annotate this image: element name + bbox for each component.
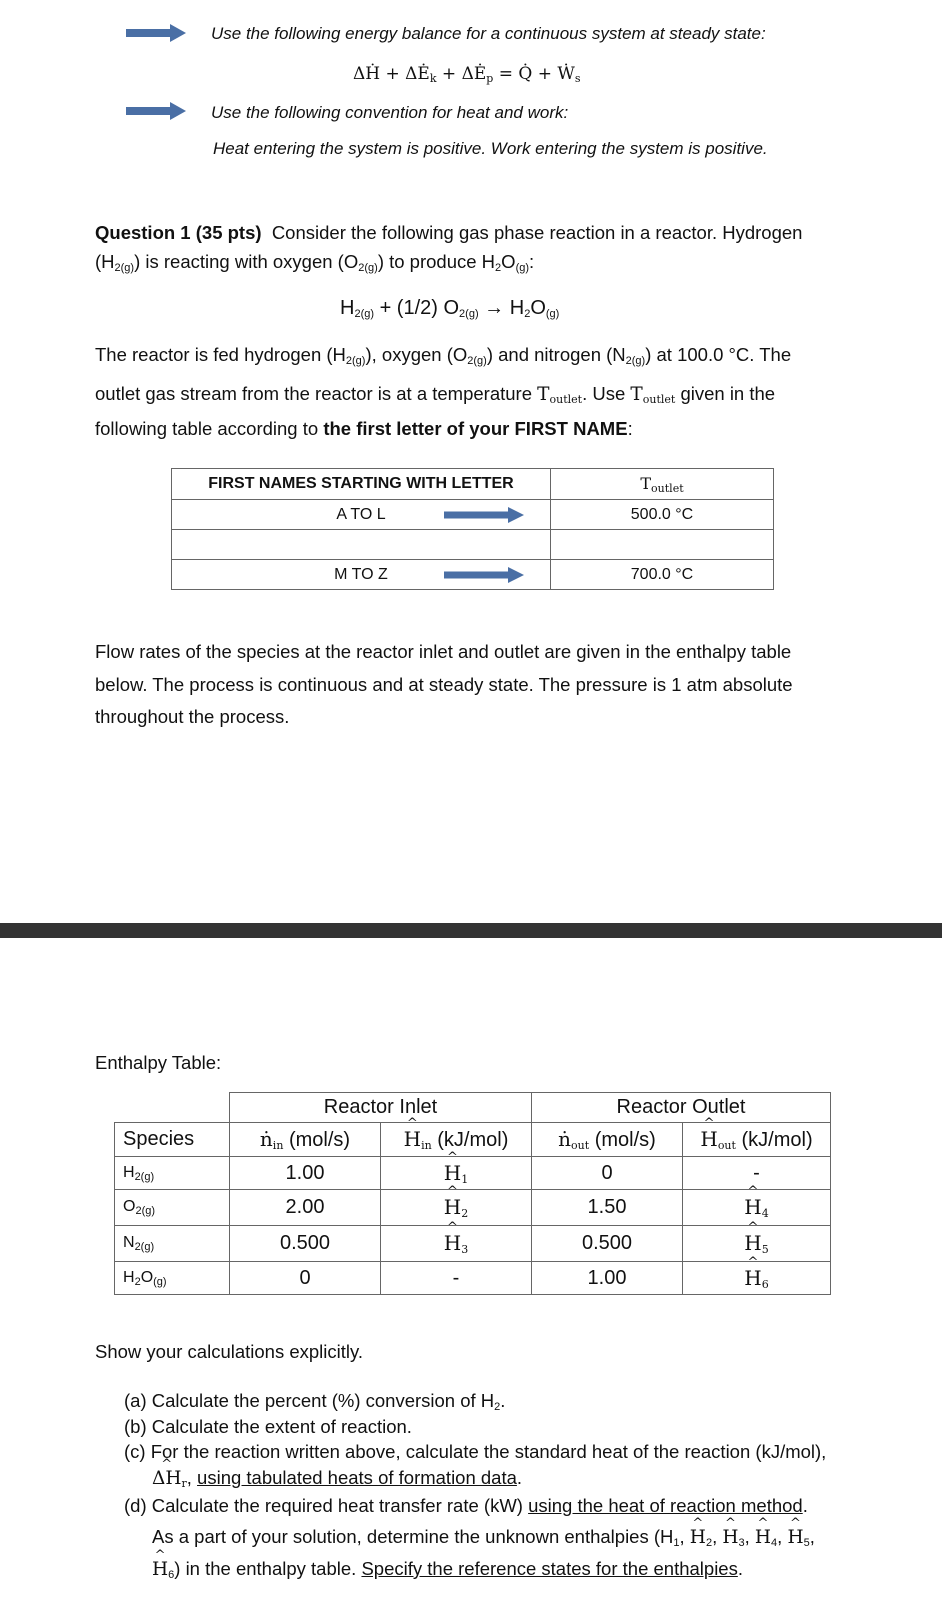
tout-m-z: 700.0 °C (551, 560, 774, 590)
hin-cell: - (381, 1262, 532, 1295)
tout-a-l: 500.0 °C (551, 500, 774, 530)
task-b: (b) Calculate the extent of reaction. (124, 1416, 412, 1437)
blank-cell (115, 1093, 230, 1123)
hout-cell: ^ $H_5$ (683, 1226, 831, 1262)
name-table-header-right: $T_{outlet}$ (551, 469, 774, 500)
table-row (115, 1262, 831, 1295)
species-cell: $O_{2(g)}$ (115, 1190, 230, 1226)
feed-text-line3: following table according to the first letter of your FIRST NAME: (95, 418, 633, 439)
name-range-m-z: M TO Z (172, 560, 551, 590)
arrow-icon (126, 24, 186, 42)
name-table-header-left: FIRST NAMES STARTING WITH LETTER (172, 469, 551, 500)
show-calculations: Show your calculations explicitly. (95, 1341, 364, 1362)
arrow-icon (444, 567, 524, 583)
nin-cell: 0.500 (230, 1226, 381, 1262)
flow-text-line1: Flow rates of the species at the reactor inlet and outlet are given in the enthalpy table (95, 641, 792, 662)
arrow-icon (126, 102, 186, 120)
question-intro-line2: $(H_{2(g)})$ is reacting with oxygen $(O_{2(g)})$ to produce $H_2O_{(g)}$: (95, 251, 535, 274)
nin-header: ṅ$_{in}$ (mol/s) (230, 1123, 381, 1157)
species-cell: $H_{2(g)}$ (115, 1157, 230, 1190)
convention-detail: Heat entering the system is positive. Work entering the system is positive. (213, 139, 768, 158)
nin-cell: 1.00 (230, 1157, 381, 1190)
feed-text-line1: The reactor is fed hydrogen $(H_{2(g)})$, oxygen $(O_{2(g)})$ and nitrogen $(N_{2(g)})$ at 100.0 °C. The (95, 344, 792, 367)
name-range-a-l: A TO L (172, 500, 551, 530)
table-row (115, 1226, 831, 1262)
feed-text-line2: outlet gas stream from the reactor is at a temperature $T_{outlet}$. Use $T_{outlet}$ given in the (95, 383, 776, 406)
table-row (115, 1190, 831, 1226)
hin-cell: ^ $H_2$ (381, 1190, 532, 1226)
energy-balance-equation: ΔḢ + $\Delta Ė_k$ + $\Delta Ė_p$ = Q̇ + Ẇ$_s$ (353, 64, 581, 85)
nout-cell: 0.500 (532, 1226, 683, 1262)
hout-cell: ^ $H_4$ (683, 1190, 831, 1226)
convention-instruction: Use the following convention for heat and work: (211, 103, 569, 122)
enthalpy-table (114, 1092, 831, 1295)
reactor-inlet-header: Reactor Inlet (230, 1093, 532, 1123)
nin-cell: 0 (230, 1262, 381, 1295)
flow-text-line2: below. The process is continuous and at steady state. The pressure is 1 atm absolute (95, 674, 793, 695)
question-intro-line1: Question 1 (35 pts) Consider the following gas phase reaction in a reactor. Hydrogen (95, 222, 803, 243)
task-d-line1: (d) Calculate the required heat transfer rate (kW) using the heat of reaction method. (124, 1495, 808, 1516)
species-cell: $H_2O_{(g)}$ (115, 1262, 230, 1295)
reaction-equation: $H_{2(g)} + (1/2) O_{2(g)} \to H_2O_{(g)}$ (340, 297, 560, 320)
nout-cell: 1.50 (532, 1190, 683, 1226)
hin-header: ^ $H_{in}$ (kJ/mol) (381, 1123, 532, 1157)
flow-text-line3: throughout the process. (95, 706, 290, 727)
nin-cell: 2.00 (230, 1190, 381, 1226)
nout-header: ṅ$_{out}$ (mol/s) (532, 1123, 683, 1157)
task-d-line3: ^ $H_6$) in the enthalpy table. Specify the reference states for the enthalpies. (152, 1558, 743, 1581)
task-c-line2: ^ $\Delta H_r$, using tabulated heats of formation data. (152, 1467, 522, 1490)
species-cell: $N_{2(g)}$ (115, 1226, 230, 1262)
page-separator (0, 923, 942, 938)
hin-cell: ^ $H_1$ (381, 1157, 532, 1190)
blank-cell (172, 530, 551, 560)
blank-cell (551, 530, 774, 560)
nout-cell: 0 (532, 1157, 683, 1190)
energy-balance-instruction: Use the following energy balance for a continuous system at steady state: (211, 24, 766, 43)
task-d-line2: As a part of your solution, determine the unknown enthalpies ($H_1$, ^ $H_2$, ^ $H_3$, ^ $H_4$, ^ $H_5$, (152, 1526, 815, 1549)
name-temperature-table (171, 468, 774, 590)
hin-cell: ^ $H_3$ (381, 1226, 532, 1262)
species-header: Species (115, 1123, 230, 1157)
hout-cell: - (683, 1157, 831, 1190)
hout-cell: ^ $H_6$ (683, 1262, 831, 1295)
task-c-line1: (c) For the reaction written above, calculate the standard heat of the reaction (kJ/mol), (124, 1441, 827, 1462)
task-a: (a) Calculate the percent (%) conversion of $H_2$. (124, 1390, 506, 1413)
enthalpy-table-label: Enthalpy Table: (95, 1052, 222, 1073)
table-row (115, 1157, 831, 1190)
nout-cell: 1.00 (532, 1262, 683, 1295)
arrow-icon (444, 507, 524, 523)
reactor-outlet-header: Reactor Outlet (532, 1093, 831, 1123)
hout-header: ^ $H_{out}$ (kJ/mol) (683, 1123, 831, 1157)
